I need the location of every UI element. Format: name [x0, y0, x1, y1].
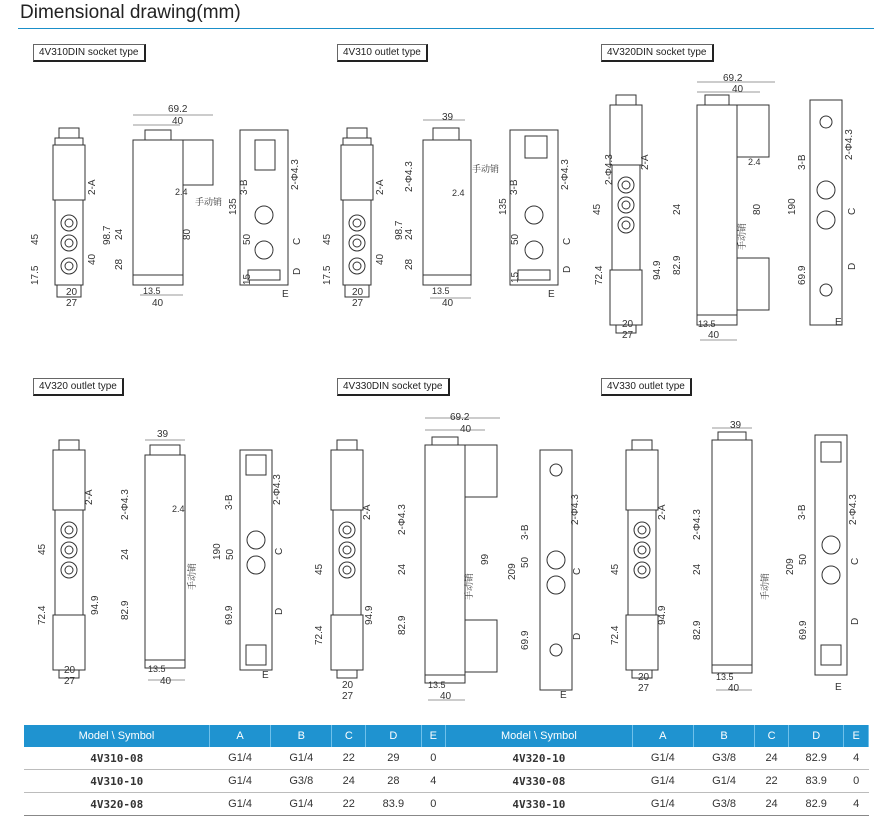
table-cell: 28 — [366, 770, 421, 793]
header-cell: B — [271, 725, 332, 747]
table-cell: 29 — [366, 747, 421, 770]
table-cell: G1/4 — [209, 747, 270, 770]
svg-text:98.7: 98.7 — [102, 225, 113, 245]
svg-text:39: 39 — [157, 429, 169, 440]
drawing-4v320-outlet — [37, 429, 285, 687]
svg-text:D: D — [847, 262, 858, 270]
svg-text:E: E — [835, 317, 842, 328]
svg-text:98.7: 98.7 — [394, 220, 405, 240]
table-row — [24, 747, 869, 770]
table-cell: 0 — [421, 793, 445, 816]
svg-text:40: 40 — [152, 298, 164, 309]
svg-text:94.9: 94.9 — [657, 605, 668, 625]
svg-text:手动销: 手动销 — [464, 572, 474, 600]
table-cell: G1/4 — [632, 770, 693, 793]
svg-text:2-Φ4.3: 2-Φ4.3 — [397, 504, 408, 535]
svg-text:69.2: 69.2 — [168, 104, 188, 115]
svg-text:82.9: 82.9 — [692, 620, 703, 640]
svg-text:24: 24 — [404, 228, 415, 240]
model-cell: 4V320-08 — [24, 793, 209, 816]
svg-text:E: E — [835, 682, 842, 693]
svg-text:手动销: 手动销 — [187, 562, 197, 590]
header-cell: C — [332, 725, 366, 747]
svg-text:45: 45 — [610, 563, 621, 575]
table-cell: 24 — [755, 747, 789, 770]
svg-text:20: 20 — [638, 672, 650, 683]
svg-text:20: 20 — [342, 680, 354, 691]
svg-text:40: 40 — [87, 253, 98, 265]
svg-text:2-A: 2-A — [375, 179, 386, 195]
svg-text:E: E — [548, 289, 555, 300]
svg-text:E: E — [560, 690, 567, 701]
table-cell: 82.9 — [788, 793, 843, 816]
svg-text:40: 40 — [160, 676, 172, 687]
svg-text:190: 190 — [212, 543, 223, 560]
svg-text:28: 28 — [404, 258, 415, 270]
svg-text:3-B: 3-B — [224, 494, 235, 510]
table-cell: 22 — [332, 747, 366, 770]
svg-text:50: 50 — [510, 233, 521, 245]
svg-text:3-B: 3-B — [520, 524, 531, 540]
svg-text:2-Φ4.3: 2-Φ4.3 — [692, 509, 703, 540]
panel-label-4v310din: 4V310DIN socket type — [33, 44, 146, 62]
table-row — [24, 793, 869, 816]
svg-text:40: 40 — [460, 424, 472, 435]
svg-text:24: 24 — [672, 203, 683, 215]
svg-text:2.4: 2.4 — [748, 157, 761, 167]
drawing-4v320din — [592, 73, 858, 341]
panel-label-4v330din: 4V330DIN socket type — [337, 378, 450, 396]
svg-text:40: 40 — [728, 683, 740, 694]
svg-text:50: 50 — [242, 233, 253, 245]
svg-text:手动销: 手动销 — [195, 197, 223, 207]
table-row — [24, 770, 869, 793]
svg-text:17.5: 17.5 — [30, 265, 41, 285]
svg-text:80: 80 — [182, 228, 193, 240]
table-cell: G3/8 — [271, 770, 332, 793]
svg-text:17.5: 17.5 — [322, 265, 333, 285]
model-cell: 4V320-10 — [446, 747, 633, 770]
header-cell: D — [366, 725, 421, 747]
svg-text:190: 190 — [787, 198, 798, 215]
spec-table — [24, 725, 869, 816]
page-title: Dimensional drawing(mm) — [20, 2, 241, 23]
model-cell: 4V310-08 — [24, 747, 209, 770]
panel-label-4v320-outlet: 4V320 outlet type — [33, 378, 124, 396]
svg-text:72.4: 72.4 — [37, 605, 48, 625]
svg-text:69.9: 69.9 — [798, 620, 809, 640]
svg-text:40: 40 — [375, 253, 386, 265]
svg-text:28: 28 — [114, 258, 125, 270]
header-cell: Model \ Symbol — [446, 725, 633, 747]
svg-text:C: C — [562, 237, 573, 245]
table-cell: 0 — [421, 747, 445, 770]
panel-label-4v320din: 4V320DIN socket type — [601, 44, 714, 62]
svg-text:2-A: 2-A — [657, 504, 668, 520]
svg-text:45: 45 — [37, 543, 48, 555]
svg-text:2-Φ4.3: 2-Φ4.3 — [404, 161, 415, 192]
svg-text:2.4: 2.4 — [452, 188, 465, 198]
table-cell: 0 — [844, 770, 869, 793]
header-cell: B — [693, 725, 754, 747]
svg-text:2.4: 2.4 — [175, 187, 188, 197]
svg-text:27: 27 — [342, 691, 354, 702]
svg-text:2.4: 2.4 — [172, 504, 185, 514]
table-cell: G1/4 — [209, 793, 270, 816]
svg-text:82.9: 82.9 — [120, 600, 131, 620]
svg-text:72.4: 72.4 — [610, 625, 621, 645]
svg-text:13.5: 13.5 — [428, 680, 446, 690]
header-cell: E — [844, 725, 869, 747]
table-cell: 22 — [755, 770, 789, 793]
drawing-4v330din — [314, 412, 583, 702]
svg-text:45: 45 — [322, 233, 333, 245]
header-cell: Model \ Symbol — [24, 725, 209, 747]
svg-text:69.9: 69.9 — [520, 630, 531, 650]
svg-text:20: 20 — [622, 319, 634, 330]
svg-text:D: D — [572, 632, 583, 640]
svg-text:69.9: 69.9 — [224, 605, 235, 625]
svg-text:27: 27 — [638, 683, 650, 694]
header-cell: C — [755, 725, 789, 747]
svg-text:27: 27 — [64, 676, 76, 687]
header-cell: D — [788, 725, 843, 747]
table-cell: 4 — [844, 747, 869, 770]
svg-text:3-B: 3-B — [797, 154, 808, 170]
svg-text:135: 135 — [498, 198, 509, 215]
svg-text:69.2: 69.2 — [723, 73, 743, 84]
table-cell: G3/8 — [693, 747, 754, 770]
table-cell: 83.9 — [788, 770, 843, 793]
svg-text:2-A: 2-A — [640, 154, 651, 170]
svg-text:20: 20 — [352, 287, 364, 298]
svg-text:手动销: 手动销 — [737, 222, 747, 250]
svg-text:40: 40 — [442, 298, 454, 309]
svg-text:24: 24 — [120, 548, 131, 560]
table-cell: G1/4 — [271, 747, 332, 770]
table-cell: 83.9 — [366, 793, 421, 816]
panel-label-4v330-outlet: 4V330 outlet type — [601, 378, 692, 396]
svg-text:94.9: 94.9 — [364, 605, 375, 625]
table-cell: 82.9 — [788, 747, 843, 770]
svg-text:27: 27 — [352, 298, 364, 309]
svg-text:82.9: 82.9 — [397, 615, 408, 635]
svg-text:C: C — [850, 557, 861, 565]
svg-text:50: 50 — [798, 553, 809, 565]
svg-text:40: 40 — [172, 116, 184, 127]
svg-text:13.5: 13.5 — [698, 319, 716, 329]
model-cell: 4V330-08 — [446, 770, 633, 793]
svg-text:40: 40 — [440, 691, 452, 702]
svg-text:E: E — [282, 289, 289, 300]
svg-text:手动销: 手动销 — [472, 164, 500, 174]
svg-text:40: 40 — [708, 330, 720, 341]
svg-text:D: D — [274, 607, 285, 615]
svg-text:50: 50 — [520, 556, 531, 568]
spec-table-header — [24, 725, 869, 747]
svg-text:24: 24 — [692, 563, 703, 575]
svg-text:72.4: 72.4 — [594, 265, 605, 285]
svg-text:13.5: 13.5 — [148, 664, 166, 674]
svg-text:D: D — [850, 617, 861, 625]
svg-text:2-A: 2-A — [87, 179, 98, 195]
svg-text:2-A: 2-A — [84, 489, 95, 505]
svg-text:2-Φ4.3: 2-Φ4.3 — [120, 489, 131, 520]
svg-text:E: E — [262, 670, 269, 681]
svg-text:24: 24 — [114, 228, 125, 240]
svg-text:手动销: 手动销 — [760, 572, 770, 600]
svg-text:3-B: 3-B — [509, 179, 520, 195]
header-cell: A — [209, 725, 270, 747]
svg-text:2-A: 2-A — [362, 504, 373, 520]
svg-text:40: 40 — [732, 84, 744, 95]
svg-text:20: 20 — [64, 665, 76, 676]
model-cell: 4V330-10 — [446, 793, 633, 816]
svg-text:15: 15 — [242, 273, 253, 285]
header-cell: A — [632, 725, 693, 747]
svg-text:24: 24 — [397, 563, 408, 575]
svg-text:45: 45 — [314, 563, 325, 575]
svg-text:80: 80 — [752, 203, 763, 215]
svg-text:94.9: 94.9 — [652, 260, 663, 280]
svg-text:99: 99 — [480, 553, 491, 565]
svg-text:13.5: 13.5 — [143, 286, 161, 296]
svg-text:2-Φ4.3: 2-Φ4.3 — [560, 159, 571, 190]
svg-text:69.9: 69.9 — [797, 265, 808, 285]
svg-text:D: D — [562, 265, 573, 273]
svg-text:135: 135 — [228, 198, 239, 215]
svg-text:15: 15 — [510, 271, 521, 283]
table-cell: 24 — [332, 770, 366, 793]
svg-text:50: 50 — [225, 548, 236, 560]
table-cell: 22 — [332, 793, 366, 816]
drawing-4v310-outlet — [322, 112, 573, 309]
table-cell: G1/4 — [632, 793, 693, 816]
svg-text:C: C — [572, 567, 583, 575]
table-cell: G1/4 — [209, 770, 270, 793]
svg-text:209: 209 — [785, 558, 796, 575]
svg-text:2-Φ4.3: 2-Φ4.3 — [272, 474, 283, 505]
table-cell: G1/4 — [632, 747, 693, 770]
drawing-4v310din — [30, 104, 303, 309]
svg-text:45: 45 — [592, 203, 603, 215]
svg-text:39: 39 — [442, 112, 454, 123]
svg-text:2-Φ4.3: 2-Φ4.3 — [844, 129, 855, 160]
svg-text:13.5: 13.5 — [716, 672, 734, 682]
svg-text:2-Φ4.3: 2-Φ4.3 — [604, 154, 615, 185]
table-cell: 4 — [844, 793, 869, 816]
svg-text:27: 27 — [66, 298, 78, 309]
svg-text:94.9: 94.9 — [90, 595, 101, 615]
svg-text:39: 39 — [730, 420, 742, 431]
svg-text:20: 20 — [66, 287, 78, 298]
svg-text:45: 45 — [30, 233, 41, 245]
svg-text:69.2: 69.2 — [450, 412, 470, 423]
svg-text:2-Φ4.3: 2-Φ4.3 — [848, 494, 859, 525]
svg-text:82.9: 82.9 — [672, 255, 683, 275]
svg-text:C: C — [847, 207, 858, 215]
svg-text:2-Φ4.3: 2-Φ4.3 — [570, 494, 581, 525]
model-cell: 4V310-10 — [24, 770, 209, 793]
panel-label-4v310-outlet: 4V310 outlet type — [337, 44, 428, 62]
svg-text:D: D — [292, 267, 303, 275]
header-cell: E — [421, 725, 445, 747]
table-cell: G3/8 — [693, 793, 754, 816]
svg-text:27: 27 — [622, 330, 634, 341]
svg-text:C: C — [292, 237, 303, 245]
svg-text:C: C — [274, 547, 285, 555]
svg-text:3-B: 3-B — [239, 179, 250, 195]
table-cell: 4 — [421, 770, 445, 793]
svg-text:209: 209 — [507, 563, 518, 580]
table-cell: 24 — [755, 793, 789, 816]
svg-text:2-Φ4.3: 2-Φ4.3 — [290, 159, 301, 190]
table-cell: G1/4 — [271, 793, 332, 816]
svg-text:13.5: 13.5 — [432, 286, 450, 296]
svg-text:72.4: 72.4 — [314, 625, 325, 645]
table-cell: G1/4 — [693, 770, 754, 793]
drawing-4v330-outlet — [610, 420, 861, 694]
svg-text:3-B: 3-B — [797, 504, 808, 520]
